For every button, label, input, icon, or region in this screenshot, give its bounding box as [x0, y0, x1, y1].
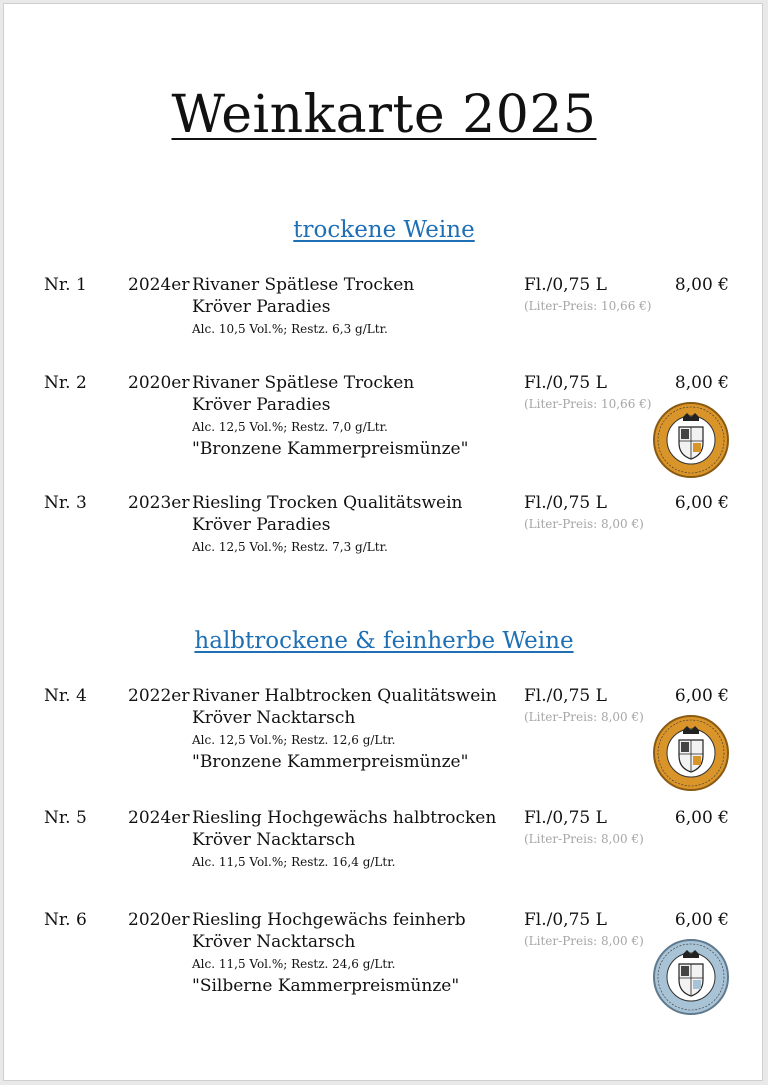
bottle-size: Fl./0,75 L — [524, 275, 607, 295]
wine-location: Kröver Nacktarsch — [192, 708, 356, 728]
wine-location: Kröver Paradies — [192, 395, 331, 415]
liter-price: (Liter-Preis: 8,00 €) — [524, 934, 644, 948]
wine-vintage: 2022er — [128, 686, 190, 706]
wine-number: Nr. 1 — [44, 275, 87, 295]
wine-price: 8,00 € — [674, 275, 729, 295]
wine-vintage: 2024er — [128, 808, 190, 828]
liter-price: (Liter-Preis: 10,66 €) — [524, 299, 652, 313]
bottle-size: Fl./0,75 L — [524, 808, 607, 828]
wine-name: Riesling Hochgewächs halbtrocken — [192, 808, 497, 828]
bottle-size: Fl./0,75 L — [524, 493, 607, 513]
page-title: Weinkarte 2025 — [171, 85, 597, 145]
wine-entry — [4, 808, 764, 918]
wine-details: Alc. 10,5 Vol.%; Restz. 6,3 g/Ltr. — [192, 322, 388, 336]
wine-entry — [4, 275, 764, 385]
liter-price: (Liter-Preis: 10,66 €) — [524, 397, 652, 411]
liter-price: (Liter-Preis: 8,00 €) — [524, 832, 644, 846]
bronze-seal-icon — [652, 714, 730, 792]
bottle-size: Fl./0,75 L — [524, 686, 607, 706]
wine-name: Riesling Hochgewächs feinherb — [192, 910, 466, 930]
wine-price: 6,00 € — [674, 808, 729, 828]
wine-location: Kröver Nacktarsch — [192, 830, 356, 850]
bottle-size: Fl./0,75 L — [524, 910, 607, 930]
wine-number: Nr. 5 — [44, 808, 87, 828]
wine-details: Alc. 12,5 Vol.%; Restz. 12,6 g/Ltr. — [192, 733, 396, 747]
wine-number: Nr. 2 — [44, 373, 87, 393]
wine-vintage: 2023er — [128, 493, 190, 513]
bottle-size: Fl./0,75 L — [524, 373, 607, 393]
silver-seal-icon — [652, 938, 730, 1016]
wine-entry — [4, 910, 764, 1020]
bronze-seal-icon — [652, 401, 730, 479]
wine-number: Nr. 3 — [44, 493, 87, 513]
wine-entry — [4, 373, 764, 483]
wine-name: Rivaner Spätlese Trocken — [192, 373, 415, 393]
wine-name: Riesling Trocken Qualitätswein — [192, 493, 463, 513]
wine-vintage: 2020er — [128, 373, 190, 393]
wine-vintage: 2024er — [128, 275, 190, 295]
wine-details: Alc. 11,5 Vol.%; Restz. 16,4 g/Ltr. — [192, 855, 396, 869]
wine-name: Rivaner Halbtrocken Qualitätswein — [192, 686, 497, 706]
wine-location: Kröver Nacktarsch — [192, 932, 356, 952]
liter-price: (Liter-Preis: 8,00 €) — [524, 710, 644, 724]
wine-entry — [4, 493, 764, 603]
wine-details: Alc. 12,5 Vol.%; Restz. 7,0 g/Ltr. — [192, 420, 388, 434]
wine-location: Kröver Paradies — [192, 297, 331, 317]
section-heading-semi-dry: halbtrockene & feinherbe Weine — [194, 628, 574, 654]
wine-location: Kröver Paradies — [192, 515, 331, 535]
liter-price: (Liter-Preis: 8,00 €) — [524, 517, 644, 531]
wine-list-page — [3, 3, 763, 1081]
wine-award: "Bronzene Kammerpreismünze" — [192, 439, 469, 459]
wine-number: Nr. 4 — [44, 686, 87, 706]
wine-number: Nr. 6 — [44, 910, 87, 930]
wine-award: "Bronzene Kammerpreismünze" — [192, 752, 469, 772]
wine-price: 6,00 € — [674, 910, 729, 930]
section-heading-dry: trockene Weine — [293, 217, 475, 243]
wine-award: "Silberne Kammerpreismünze" — [192, 976, 460, 996]
wine-entry — [4, 686, 764, 796]
wine-price: 6,00 € — [674, 686, 729, 706]
wine-vintage: 2020er — [128, 910, 190, 930]
wine-name: Rivaner Spätlese Trocken — [192, 275, 415, 295]
wine-price: 8,00 € — [674, 373, 729, 393]
wine-details: Alc. 12,5 Vol.%; Restz. 7,3 g/Ltr. — [192, 540, 388, 554]
wine-details: Alc. 11,5 Vol.%; Restz. 24,6 g/Ltr. — [192, 957, 396, 971]
wine-price: 6,00 € — [674, 493, 729, 513]
